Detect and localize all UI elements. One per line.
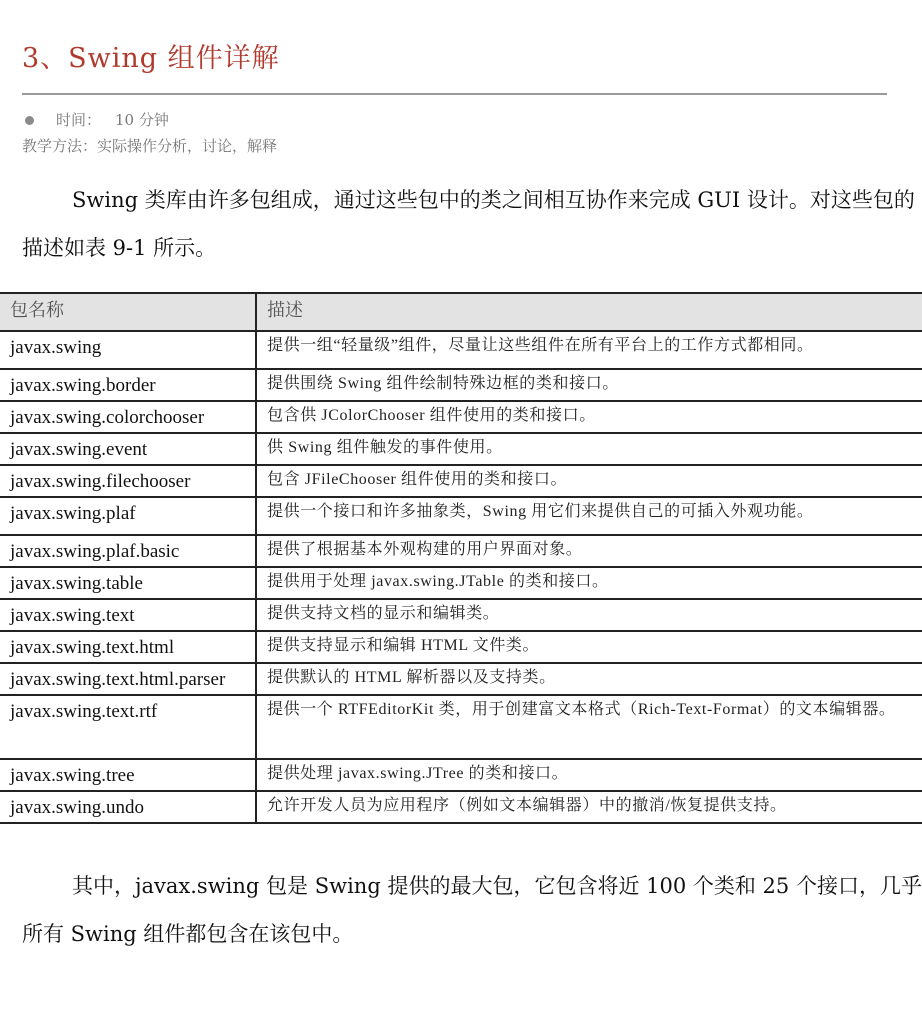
description-cell: 提供用于处理 javax.swing.JTable 的类和接口。: [256, 567, 922, 599]
description-cell: 包含供 JColorChooser 组件使用的类和接口。: [256, 401, 922, 433]
bullet-dot-icon: [25, 116, 34, 125]
description-cell: 包含 JFileChooser 组件使用的类和接口。: [256, 465, 922, 497]
package-name-cell: javax.swing.text.html.parser: [0, 663, 256, 695]
table-row: [0, 535, 922, 567]
table-row: [0, 331, 922, 369]
table-row: [0, 663, 922, 695]
table-row: [0, 759, 922, 791]
table-row: [0, 401, 922, 433]
description-cell: 提供支持文档的显示和编辑类。: [256, 599, 922, 631]
table-row: [0, 599, 922, 631]
package-name-cell: javax.swing.undo: [0, 791, 256, 823]
description-cell: 提供一个 RTFEditorKit 类，用于创建富文本格式（Rich-Text-Format）的文本编辑器。: [256, 695, 922, 759]
description-cell: 提供支持显示和编辑 HTML 文件类。: [256, 631, 922, 663]
package-name-cell: javax.swing.colorchooser: [0, 401, 256, 433]
header-description: 描述: [256, 293, 922, 331]
table-row: [0, 631, 922, 663]
description-cell: 供 Swing 组件触发的事件使用。: [256, 433, 922, 465]
summary-paragraph: 其中，javax.swing 包是 Swing 提供的最大包，它包含将近 100 个类和 25 个接口，几乎所有 Swing 组件都包含在该包中。: [22, 874, 922, 946]
section-title: 3、Swing 组件详解: [22, 43, 280, 74]
package-name-cell: javax.swing.filechooser: [0, 465, 256, 497]
table-row: [0, 465, 922, 497]
package-name-cell: javax.swing.plaf.basic: [0, 535, 256, 567]
header-package-name: 包名称: [0, 293, 256, 331]
description-cell: 提供了根据基本外观构建的用户界面对象。: [256, 535, 922, 567]
description-cell: 提供默认的 HTML 解析器以及支持类。: [256, 663, 922, 695]
package-name-cell: javax.swing.text: [0, 599, 256, 631]
package-name-cell: javax.swing.border: [0, 369, 256, 401]
time-line: [22, 109, 169, 130]
description-cell: 提供围绕 Swing 组件绘制特殊边框的类和接口。: [256, 369, 922, 401]
table-row: [0, 791, 922, 823]
table-row: [0, 497, 922, 535]
package-table: [0, 292, 922, 824]
package-name-cell: javax.swing.text.rtf: [0, 695, 256, 759]
package-name-cell: javax.swing.plaf: [0, 497, 256, 535]
table-row: [0, 695, 922, 759]
description-cell: 允许开发人员为应用程序（例如文本编辑器）中的撤消/恢复提供支持。: [256, 791, 922, 823]
time-value: 10 分钟: [115, 111, 169, 129]
table-row: [0, 433, 922, 465]
description-cell: 提供处理 javax.swing.JTree 的类和接口。: [256, 759, 922, 791]
package-name-cell: javax.swing: [0, 331, 256, 369]
table-row: [0, 567, 922, 599]
package-name-cell: javax.swing.table: [0, 567, 256, 599]
package-name-cell: javax.swing.event: [0, 433, 256, 465]
teaching-method-line: 教学方法：实际操作分析，讨论，解释: [22, 137, 278, 155]
time-label: 时间：: [56, 111, 102, 129]
description-cell: 提供一个接口和许多抽象类，Swing 用它们来提供自己的可插入外观功能。: [256, 497, 922, 535]
package-name-cell: javax.swing.text.html: [0, 631, 256, 663]
description-cell: 提供一组“轻量级”组件，尽量让这些组件在所有平台上的工作方式都相同。: [256, 331, 922, 369]
intro-paragraph: Swing 类库由许多包组成，通过这些包中的类之间相互协作来完成 GUI 设计。对这些包的描述如表 9-1 所示。: [22, 188, 915, 260]
title-divider: [22, 93, 887, 95]
package-name-cell: javax.swing.tree: [0, 759, 256, 791]
table-header-row: [0, 293, 922, 331]
table-row: [0, 369, 922, 401]
